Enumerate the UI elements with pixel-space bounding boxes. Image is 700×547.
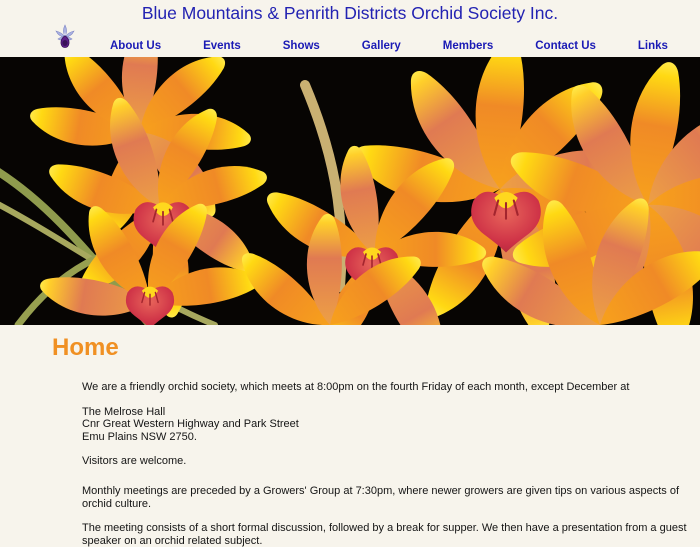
address-line: Cnr Great Western Highway and Park Street <box>82 418 299 431</box>
main-content <box>0 334 700 547</box>
orchid-banner-image <box>0 57 700 325</box>
page-title: Home <box>52 334 119 361</box>
intro-paragraph: We are a friendly orchid society, which meets at 8:00pm on the fourth Friday of each month, except December at <box>82 381 630 393</box>
nav-events[interactable]: Events <box>203 40 241 52</box>
visitors-paragraph: Visitors are welcome. <box>82 455 187 468</box>
growers-paragraph: Monthly meetings are preceded by a Growers' Group at 7:30pm, where newer growers are given tips on various aspects of orchid culture. <box>82 484 680 510</box>
address-line: The Melrose Hall <box>82 405 166 418</box>
nav-shows[interactable]: Shows <box>282 40 320 52</box>
nav-members[interactable]: Members <box>442 40 494 52</box>
nav-about-us[interactable]: About Us <box>110 40 162 52</box>
nav-links[interactable]: Links <box>637 40 668 52</box>
site-title: Blue Mountains & Penrith Districts Orchid Society Inc. <box>141 3 559 23</box>
orchid-flower-icon <box>53 23 77 51</box>
meeting-paragraph: The meeting consists of a short formal discussion, followed by a break for supper. We then have a presentation from a guest speaker on an orchid related subject. <box>82 522 687 547</box>
page-header <box>0 0 700 57</box>
nav-contact-us[interactable]: Contact Us <box>535 40 596 52</box>
nav-gallery[interactable]: Gallery <box>361 40 401 52</box>
main-nav <box>110 40 668 52</box>
address-block <box>82 406 695 444</box>
body-text <box>82 381 695 547</box>
address-line: Emu Plains NSW 2750. <box>82 430 197 443</box>
